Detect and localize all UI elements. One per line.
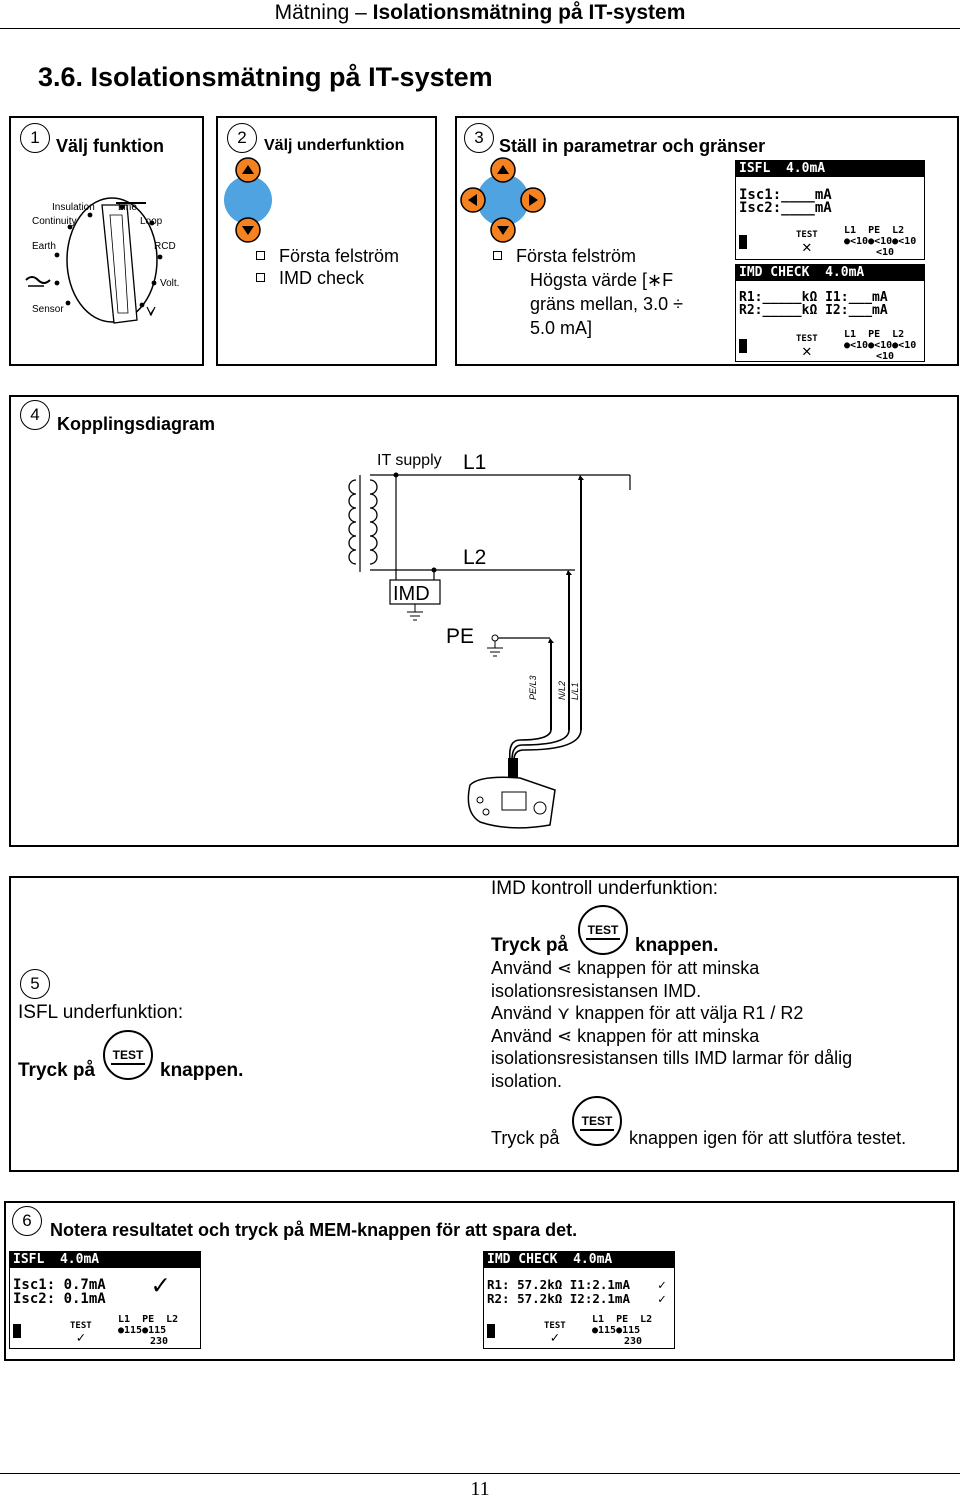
footer-rule [0, 1473, 960, 1474]
lcd-imd-setup [735, 264, 925, 362]
step3-desc-1: Högsta värde [∗F [530, 270, 674, 290]
dial-label-rcd: RCD [154, 241, 176, 252]
battery-icon [13, 1324, 21, 1338]
test-check-icon: TEST ✓ [544, 1321, 566, 1346]
lcd-foot-bot: <10 [876, 351, 895, 362]
lcd-foot-bot: 230 [624, 1336, 643, 1347]
imd-title: IMD kontroll underfunktion: [491, 878, 719, 899]
test-button-icon: TEST [103, 1030, 153, 1080]
lcd-foot-mid: ●115●115 [118, 1325, 167, 1336]
lcd-foot-top: L1 PE L2 [844, 225, 905, 236]
dial-label-insulation-pos: Insulation [52, 202, 95, 213]
lcd-line: Isc1:____mA [739, 187, 832, 203]
lcd-bar: IMD CHECK 4.0mA [736, 265, 924, 281]
battery-icon [487, 1324, 495, 1338]
lcd-foot-top: L1 PE L2 [844, 329, 905, 340]
lcd-imd-result [483, 1251, 675, 1349]
lcd-line: Isc2: 0.1mA [13, 1291, 106, 1307]
final-text: knappen igen för att slutföra testet. [629, 1128, 907, 1148]
imd-line-2: isolationsresistansen IMD. [491, 981, 702, 1001]
test-check-icon: TEST ✓ [70, 1321, 92, 1346]
dial-label-loop: Loop [140, 216, 163, 227]
checkbox-icon [493, 251, 502, 260]
imd-line-5: isolationsresistansen tills IMD larmar för dålig [491, 1048, 853, 1068]
wiring-diagram [330, 440, 650, 840]
test-button-icon: TEST [578, 905, 628, 955]
imd-line-6: isolation. [491, 1071, 563, 1091]
lcd-line: Isc2:____mA [739, 200, 832, 216]
lcd-isfl-result [9, 1251, 201, 1349]
label-it-supply: IT supply [377, 452, 442, 469]
lcd-foot-bot: <10 [876, 247, 895, 258]
check-icon: ✓ [152, 1268, 169, 1301]
dial-label-continuity: Continuity [32, 216, 77, 227]
dial-label-sensor: Sensor [32, 304, 64, 315]
lcd-line: Isc1: 0.7mA [13, 1277, 106, 1293]
imd-line-3: Använd ⋎ knappen för att välja R1 / R2 [491, 1003, 804, 1023]
imd-press: Tryck på [491, 935, 569, 956]
checkbox-icon [256, 273, 265, 282]
lead-label-n-l2: N/L2 [557, 680, 567, 700]
step1-number: 1 [20, 123, 50, 153]
page-number: 11 [470, 1478, 490, 1500]
imd-knappen: knappen. [635, 935, 719, 956]
final-press: Tryck på [491, 1128, 560, 1148]
step5-number: 5 [20, 969, 50, 999]
lcd-foot-mid: ●115●115 [592, 1325, 641, 1336]
step6-number: 6 [12, 1206, 42, 1236]
lcd-line: R2:_____kΩ I2:___mA [739, 303, 888, 318]
lcd-line: R1: 57.2kΩ I1:2.1mA [487, 1277, 630, 1292]
test-cross-icon: TEST ✕ [796, 230, 818, 256]
step3-option-1: Första felström [493, 246, 636, 267]
step2-option-1: Första felström [256, 246, 399, 267]
label-l1: L1 [463, 451, 487, 474]
isfl-knappen: knappen. [160, 1060, 244, 1081]
dial-label-line: Line [118, 202, 137, 213]
battery-icon [739, 339, 747, 353]
step2-option-2: IMD check [256, 268, 364, 289]
lcd-bar: ISFL 4.0mA [736, 161, 924, 177]
step6-title: Notera resultatet och tryck på MEM-knappen för att spara det. [50, 1220, 578, 1240]
test-cross-icon: TEST ✕ [796, 334, 818, 360]
lcd-foot-top: L1 PE L2 [592, 1314, 653, 1325]
lcd-isfl-setup [735, 160, 925, 260]
checkbox-icon [256, 251, 265, 260]
dial-label-earth: Earth [32, 241, 56, 252]
step2-title: Välj underfunktion [264, 137, 405, 154]
step4-title: Kopplingsdiagram [57, 414, 216, 434]
lcd-foot-bot: 230 [150, 1336, 169, 1347]
imd-line-1: Använd ⋖ knappen för att minska [491, 958, 760, 978]
lcd-foot-mid: ●<10●<10●<10 [844, 340, 917, 351]
check-icon: ✓ [658, 1278, 666, 1293]
lcd-line: R1:_____kΩ I1:___mA [739, 290, 888, 305]
isfl-title: ISFL underfunktion: [18, 1002, 184, 1023]
step4-number: 4 [20, 400, 50, 430]
header-prefix: Mätning – [274, 1, 373, 24]
step3-number: 3 [464, 123, 494, 153]
check-icon: ✓ [658, 1292, 666, 1307]
lcd-bar: IMD CHECK 4.0mA [484, 1252, 674, 1268]
lead-label-pe-l3: PE/L3 [528, 675, 538, 700]
test-button-icon: TEST [572, 1096, 622, 1146]
lcd-foot-mid: ●<10●<10●<10 [844, 236, 917, 247]
header-title: Isolationsmätning på IT-system [372, 1, 686, 24]
up-down-pad-icon [222, 155, 274, 245]
lcd-bar: ISFL 4.0mA [10, 1252, 200, 1268]
label-l2: L2 [463, 546, 487, 569]
lead-label-l-l1: L/L1 [570, 682, 580, 700]
lcd-line: R2: 57.2kΩ I2:2.1mA [487, 1291, 630, 1306]
battery-icon [739, 235, 747, 249]
isfl-press: Tryck på [18, 1060, 96, 1081]
label-pe: PE [446, 625, 475, 648]
step2-number: 2 [227, 123, 257, 153]
step3-desc-3: 5.0 mA] [530, 318, 593, 338]
imd-line-4: Använd ⋖ knappen för att minska [491, 1026, 760, 1046]
step3-desc-2: gräns mellan, 3.0 ÷ [530, 294, 683, 314]
four-way-pad-icon [458, 155, 548, 245]
step1-title: Välj funktion [56, 136, 164, 156]
lcd-foot-top: L1 PE L2 [118, 1314, 179, 1325]
step3-title: Ställ in parametrar och gränser [499, 136, 766, 156]
dial-label-volt: Volt. [160, 278, 180, 289]
header-rule [0, 28, 960, 29]
section-title: 3.6. Isolationsmätning på IT-system [38, 62, 493, 92]
label-imd: IMD [393, 583, 430, 605]
running-header [0, 0, 960, 26]
